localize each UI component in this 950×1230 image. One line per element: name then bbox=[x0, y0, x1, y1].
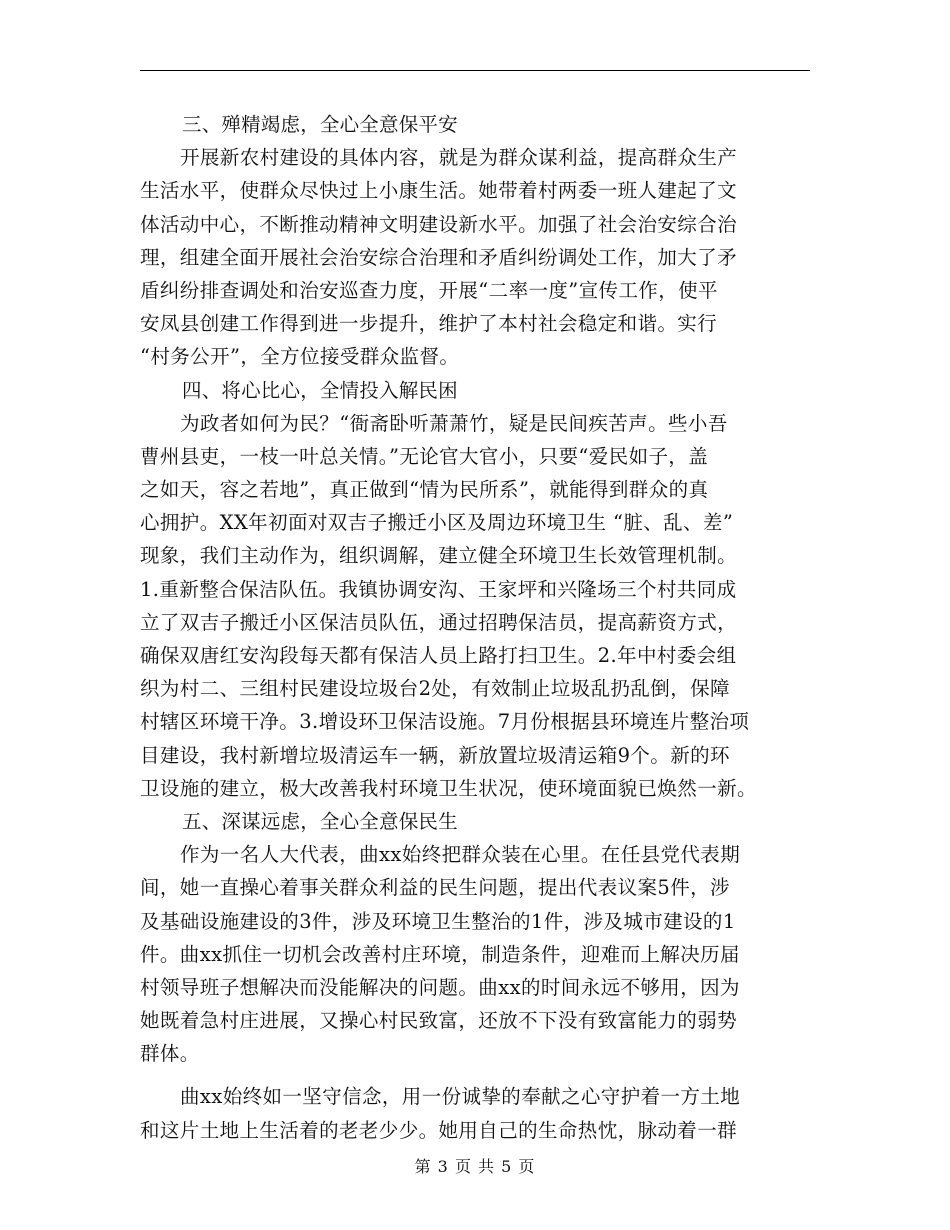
paragraph-line: 之如天，容之若地”，真正做到“情为民所系”，就能得到群众的真 bbox=[140, 478, 709, 502]
section-heading: 五、深谋远虑，全心全意保民生 bbox=[182, 809, 458, 833]
paragraph-line: 曲xx始终如一坚守信念，用一份诚挚的奉献之心守护着一方土地 bbox=[180, 1085, 741, 1109]
paragraph-line: “村务公开”，全方位接受群众监督。 bbox=[140, 345, 460, 369]
header-rule bbox=[140, 70, 810, 71]
paragraph-line: 为政者如何为民？“衙斋卧听萧萧竹，疑是民间疾苦声。些小吾 bbox=[180, 411, 728, 435]
paragraph-line: 安凤县创建工作得到进一步提升，维护了本村社会稳定和谐。实行 bbox=[140, 312, 718, 336]
paragraph-line: 村领导班子想解决而没能解决的问题。曲xx的时间永远不够用，因为 bbox=[140, 975, 740, 999]
paragraph-line: 间，她一直操心着事关群众利益的民生问题，提出代表议案5件，涉 bbox=[140, 876, 730, 900]
paragraph-line: 卫设施的建立，极大改善我村环境卫生状况，使环境面貌已焕然一新。 bbox=[140, 776, 757, 800]
paragraph-line: 目建设，我村新增垃圾清运车一辆，新放置垃圾清运箱9个。新的环 bbox=[140, 743, 730, 767]
paragraph-line: 立了双吉子搬迁小区保洁员队伍，通过招聘保洁员，提高薪资方式， bbox=[140, 610, 738, 634]
paragraph-line: 确保双唐红安沟段每天都有保洁人员上路打扫卫生。2.年中村委会组 bbox=[140, 644, 737, 667]
document-body bbox=[140, 108, 816, 1147]
paragraph-line: 件。曲xx抓住一切机会改善村庄环境，制造条件，迎难而上解决历届 bbox=[140, 942, 740, 966]
paragraph-line: 曹州县吏，一枝一叶总关情。”无论官大官小，只要“爱民如子，盖 bbox=[140, 444, 709, 468]
paragraph-line: 织为村二、三组村民建设垃圾台2处，有效制止垃圾乱扔乱倒，保障 bbox=[140, 677, 730, 701]
paragraph-line: 现象，我们主动作为，组织调解，建立健全环境卫生长效管理机制。 bbox=[140, 544, 738, 568]
paragraph-line: 体活动中心，不断推动精神文明建设新水平。加强了社会治安综合治 bbox=[140, 212, 738, 236]
paragraph-line: 理，组建全面开展社会治安综合治理和矛盾纠纷调处工作，加大了矛 bbox=[140, 245, 738, 269]
paragraph-line: 盾纠纷排查调处和治安巡查力度，开展“二率一度”宣传工作，使平 bbox=[140, 278, 718, 302]
paragraph-line: 生活水平，使群众尽快过上小康生活。她带着村两委一班人建起了文 bbox=[140, 179, 738, 203]
paragraph-line: 心拥护。XX年初面对双吉子搬迁小区及周边环境卫生 “脏、乱、差” bbox=[140, 511, 734, 535]
paragraph-line: 和这片土地上生活着的老老少少。她用自己的生命热忱，脉动着一群 bbox=[140, 1118, 738, 1142]
page-number-footer: 第 3 页 共 5 页 bbox=[414, 1157, 536, 1176]
paragraph-line: 作为一名人大代表，曲xx始终把群众装在心里。在任县党代表期 bbox=[180, 843, 741, 867]
paragraph-spacer bbox=[140, 1070, 816, 1080]
paragraph-line: 村辖区环境干净。3.增设环卫保洁设施。7月份根据县环境连片整治项 bbox=[140, 710, 750, 734]
paragraph-line: 群体。 bbox=[140, 1042, 200, 1066]
paragraph-line: 1.重新整合保洁队伍。我镇协调安沟、王家坪和兴隆场三个村共同成 bbox=[140, 577, 737, 601]
section-heading: 四、将心比心，全情投入解民困 bbox=[182, 378, 458, 402]
paragraph-line: 她既着急村庄进展，又操心村民致富，还放不下没有致富能力的弱势 bbox=[140, 1009, 738, 1033]
paragraph-line: 及基础设施建设的3件，涉及环境卫生整治的1件，涉及城市建设的1 bbox=[140, 909, 736, 933]
paragraph-line: 开展新农村建设的具体内容，就是为群众谋利益，提高群众生产 bbox=[180, 146, 738, 170]
section-heading: 三、殚精竭虑，全心全意保平安 bbox=[182, 113, 458, 136]
